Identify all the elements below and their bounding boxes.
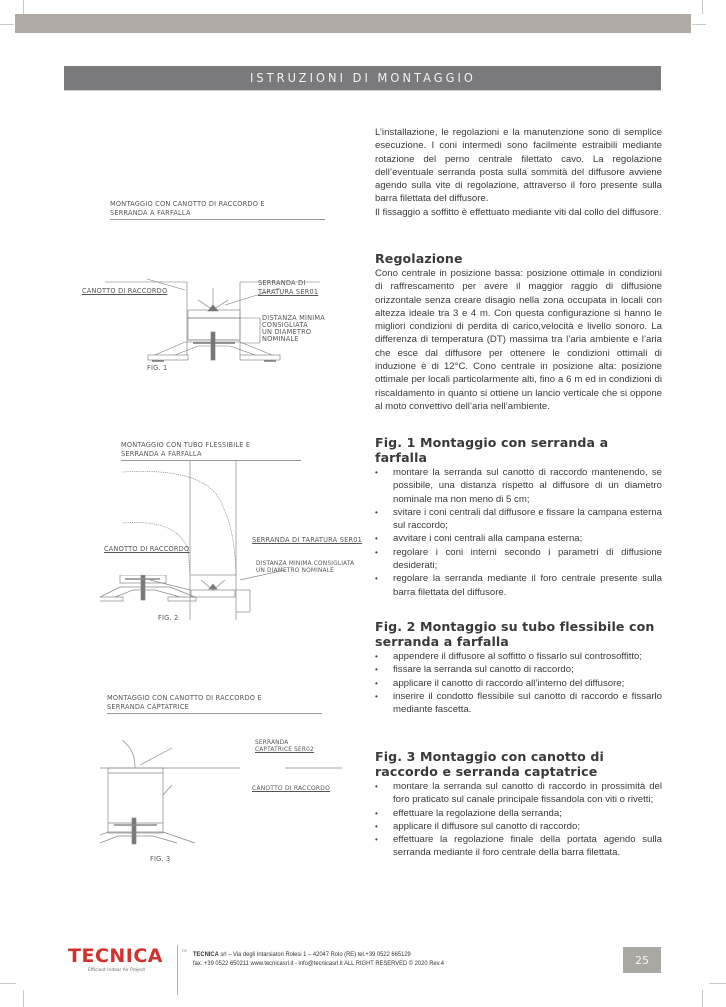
fig3-section [375, 749, 662, 860]
regolazione-section [375, 251, 662, 413]
crop-mark [0, 24, 14, 25]
logo-wordmark: TECNICA [68, 945, 164, 967]
list-item: • svitare i coni centrali dal diffusore e fissare la campana esterna sul raccordo; [375, 506, 662, 533]
fig1-label-canotto: CANOTTO DI RACCORDO [82, 287, 168, 295]
crop-mark [709, 983, 726, 984]
regolazione-body: Cono centrale in posizione bassa: posizione ottimale in condizioni di raffrescamento per avere il maggior raggio di diffusione orizzontale senza creare disagio nella zona occupata in locali con altezza ideale tra 3 e 4 m. Con questa configurazione si hanno le migliori condizioni di perdita di carico,velocità e livello sonoro. La differenza di temperatura (DT) massima tra l’aria ambiente e l’aria che esce dal diffusore per ottenere le condizioni ottimali di induzione è di 12°C. Cono centrale in posizione alta: posizione ottimale per locali particolarmente alti, fino a 6 m ed in condizioni di riscaldamento in quanto si ottiene un lancio verticale che si oppone al moto convettivo dell’aria nell’ambiente. [375, 268, 662, 412]
fig3-title-rule [107, 713, 322, 714]
fig2-diffuser [100, 575, 290, 615]
list-item: • appendere il diffusore al soffitto o fissarlo sul controsoffitto; [375, 650, 662, 663]
list-item: • fissare la serranda sul canotto di raccordo; [375, 663, 662, 676]
list-item: • applicare il canotto di raccordo all’interno del diffusore; [375, 677, 662, 690]
crop-mark [692, 24, 706, 25]
intro-paragraph-1: L’installazione, le regolazioni e la manutenzione sono di semplice esecuzione. I coni intermedi sono facilmente estraibili mediante rotazione del perno centrale filettato cavo. La regolazione dell’eventuale serranda posta sulla sommità del diffusore avviene agendo sulla vite di regolazione, attraverso il foro presente sulla barra filettata del diffusore. [375, 127, 662, 205]
fig1-caption: FIG. 1 [147, 364, 168, 372]
fig1-label-serranda: SERRANDA DI TARATURA SER01 [258, 279, 319, 296]
page-title-bar [64, 66, 661, 91]
intro-section [375, 126, 662, 219]
fig2-label-distanza: DISTANZA MINIMA CONSIGLIATA UN DIAMETRO NOMINALE [256, 561, 355, 574]
fig3-steps [375, 780, 662, 860]
diffuser-base-icon [100, 575, 290, 615]
fig3-caption: FIG. 3 [150, 855, 171, 863]
list-item: • effettuare la regolazione della serranda; [375, 807, 662, 820]
fig3-heading: Fig. 3 Montaggio con canotto di raccordo e serranda captatrice [375, 749, 604, 779]
crop-mark [702, 990, 703, 1007]
fig2-label-canotto: CANOTTO DI RACCORDO [104, 545, 190, 553]
regolazione-heading: Regolazione [375, 251, 463, 266]
list-item: • effettuare la regolazione finale della portata agendo sulla serranda mediante il foro centrale della barra filettata. [375, 833, 662, 860]
list-item: • avvitare i coni centrali alla campana esterna; [375, 532, 662, 545]
crop-mark [0, 983, 16, 984]
list-item: • regolare i coni interni secondo i parametri di diffusione desiderati; [375, 546, 662, 573]
fig2-heading: Fig. 2 Montaggio su tubo flessibile con serranda a farfalla [375, 619, 655, 649]
intro-paragraph-2: Il fissaggio a soffitto è effettuato mediante viti dal collo del diffusore. [375, 206, 662, 218]
logo-trademark: TM [181, 948, 187, 953]
diffuser-captatrice-drawing-icon [100, 740, 360, 850]
fig3-label-canotto: CANOTTO DI RACCORDO [252, 785, 330, 792]
fig2-label-serranda: SERRANDA DI TARATURA SER01 [252, 536, 363, 544]
header-band [15, 14, 691, 33]
fig2-section [375, 619, 662, 716]
list-item: • inserire il condotto flessibile sul canotto di raccordo e fissarlo mediante fascetta. [375, 690, 662, 717]
footer-line-2: fax. +39 0522 650211 www.tecnicasrl.it - info@tecnicasrl.it ALL RIGHT RESERVED © 2020 Rev.4 [193, 959, 444, 967]
crop-mark [23, 0, 24, 14]
list-item: • applicare il diffusore sul canotto di raccordo; [375, 820, 662, 833]
footer-line-1: TECNICA srl – Via degli Intarsiatori Rolesi 1 – 42047 Rolo (RE) tel.+39 0522 665129 [193, 951, 411, 958]
list-item: • regolare la serranda mediante il foro centrale presente sulla barra filettata del diffusore. [375, 572, 662, 599]
logo-tagline: Efficient Indoor Air Project [88, 968, 146, 973]
fig1-steps [375, 466, 662, 599]
fig1-title-rule [110, 219, 325, 220]
list-item: • montare la serranda sul canotto di raccordo mantenendo, se possibile, una distanza rispetto al diffusore di un diametro nominale ma non meno di 5 cm; [375, 466, 662, 506]
fig3-label-serranda: SERRANDA CAPTATRICE SER02 [255, 740, 314, 753]
fig3-title: MONTAGGIO CON CANOTTO DI RACCORDO E SERRANDA CAPTATRICE [107, 694, 262, 711]
fig1-section [375, 435, 662, 599]
fig1-label-distanza: DISTANZA MINIMA CONSIGLIATA UN DIAMETRO NOMINALE [262, 314, 326, 343]
tecnica-logo [68, 946, 188, 982]
fig2-title: MONTAGGIO CON TUBO FLESSIBILE E SERRANDA A FARFALLA [121, 441, 251, 458]
fig2-caption: FIG. 2 [158, 614, 179, 622]
fig2-steps [375, 650, 662, 716]
crop-mark [23, 990, 24, 1007]
fig1-heading: Fig. 1 Montaggio con serranda a farfalla [375, 435, 609, 465]
fig1-title: MONTAGGIO CON CANOTTO DI RACCORDO E SERRANDA A FARFALLA [110, 200, 265, 217]
footer-divider [177, 945, 178, 995]
fig3-drawing [100, 740, 360, 850]
crop-mark [702, 0, 703, 14]
footer-contact [193, 951, 444, 968]
list-item: • montare la serranda sul canotto di raccordo in prossimità del foro praticato sul canale principale fissandola con viti o rivetti; [375, 780, 662, 807]
page-title: ISTRUZIONI DI MONTAGGIO [249, 71, 476, 85]
page-number: 25 [623, 947, 661, 973]
